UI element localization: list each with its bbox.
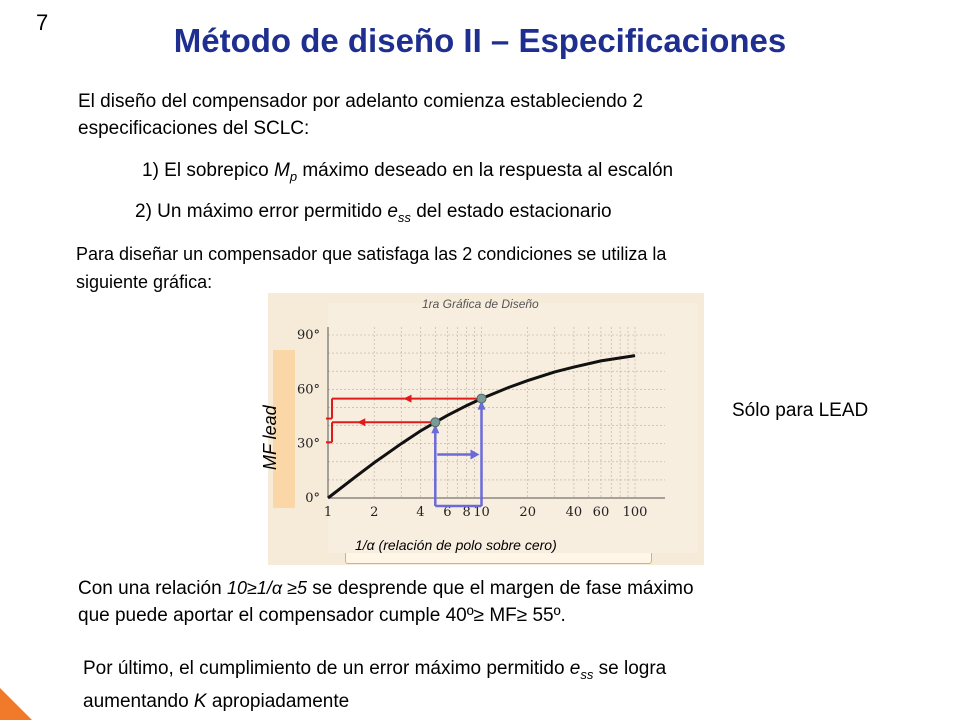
spec-item-1 <box>142 160 673 184</box>
x-tick-label: 4 <box>416 505 425 520</box>
final-symbol-k: K <box>193 690 207 712</box>
conclusion-paragraph <box>78 575 694 629</box>
conclusion-text-rest: se desprende que el margen de fase máximo <box>307 578 694 599</box>
y-tick-label: 0° <box>305 491 320 506</box>
intro-paragraph <box>78 88 643 142</box>
spec-item-1-text: 1) El sobrepico <box>142 160 275 181</box>
conclusion-line-2: que puede aportar el compensador cumple 40º≥ MF≥ 55º. <box>78 605 566 626</box>
spec-item-2-text: 2) Un máximo error permitido <box>135 201 388 222</box>
chart-title: 1ra Gráfica de Diseño <box>422 297 539 311</box>
design-point-marker <box>431 418 440 427</box>
final-text-rest: se logra <box>593 658 667 679</box>
x-tick-label: 40 <box>565 505 583 520</box>
x-tick-label: 10 <box>473 505 490 520</box>
final-symbol: e <box>569 658 581 679</box>
intro-line-2: especificaciones del SCLC: <box>78 118 310 139</box>
final-text-2-rest: apropiadamente <box>206 690 350 712</box>
x-tick-label: 20 <box>519 505 536 520</box>
final-subscript: ss <box>580 666 594 682</box>
y-tick-label: 90° <box>296 328 320 343</box>
spec-item-2-symbol: e <box>387 201 398 222</box>
final-text: Por último, el cumplimiento de un error máximo permitido <box>83 658 570 679</box>
x-tick-label: 2 <box>370 505 379 520</box>
conclusion-text: Con una relación <box>78 578 227 599</box>
slide-number: 7 <box>36 10 49 35</box>
final-line-2 <box>83 688 666 715</box>
x-tick-label: 6 <box>443 505 452 520</box>
conclusion-line-1 <box>78 575 694 602</box>
graph-intro-paragraph <box>76 240 666 296</box>
spec-item-1-symbol: M <box>274 160 290 181</box>
design-point-marker <box>477 394 486 403</box>
y-tick-label: 60° <box>296 382 320 398</box>
page-title: Método de diseño II – Especificaciones <box>173 22 787 59</box>
spec-item-1-rest: máximo deseado en la respuesta al escalón <box>297 160 674 181</box>
graph-intro-line-1: Para diseñar un compensador que satisfaga las 2 condiciones se utiliza la <box>76 244 667 264</box>
y-axis-label: MF lead <box>260 405 280 470</box>
ratio-inequality: 10≥1/α ≥5 <box>226 578 308 598</box>
design-chart <box>268 293 704 565</box>
intro-line-1: El diseño del compensador por adelanto comienza estableciendo 2 <box>78 91 644 112</box>
spec-item-2 <box>135 201 612 225</box>
y-tick-label: 30° <box>296 436 320 452</box>
spec-item-2-rest: del estado estacionario <box>410 201 612 222</box>
x-tick-label: 100 <box>622 505 648 520</box>
corner-decoration <box>0 688 32 720</box>
spec-item-2-subscript: ss <box>397 209 411 225</box>
x-axis-caption: 1/α (relación de polo sobre cero) <box>355 537 557 553</box>
final-paragraph <box>83 655 666 715</box>
spec-item-1-subscript: p <box>289 168 298 184</box>
graph-intro-line-2: siguiente gráfica: <box>76 272 213 292</box>
final-line-1 <box>83 655 666 688</box>
lead-only-note: Sólo para LEAD <box>732 400 869 421</box>
final-text-2: aumentando <box>83 690 194 712</box>
x-tick-label: 1 <box>323 505 333 520</box>
x-tick-label: 8 <box>462 505 471 520</box>
x-tick-label: 60 <box>592 505 610 520</box>
